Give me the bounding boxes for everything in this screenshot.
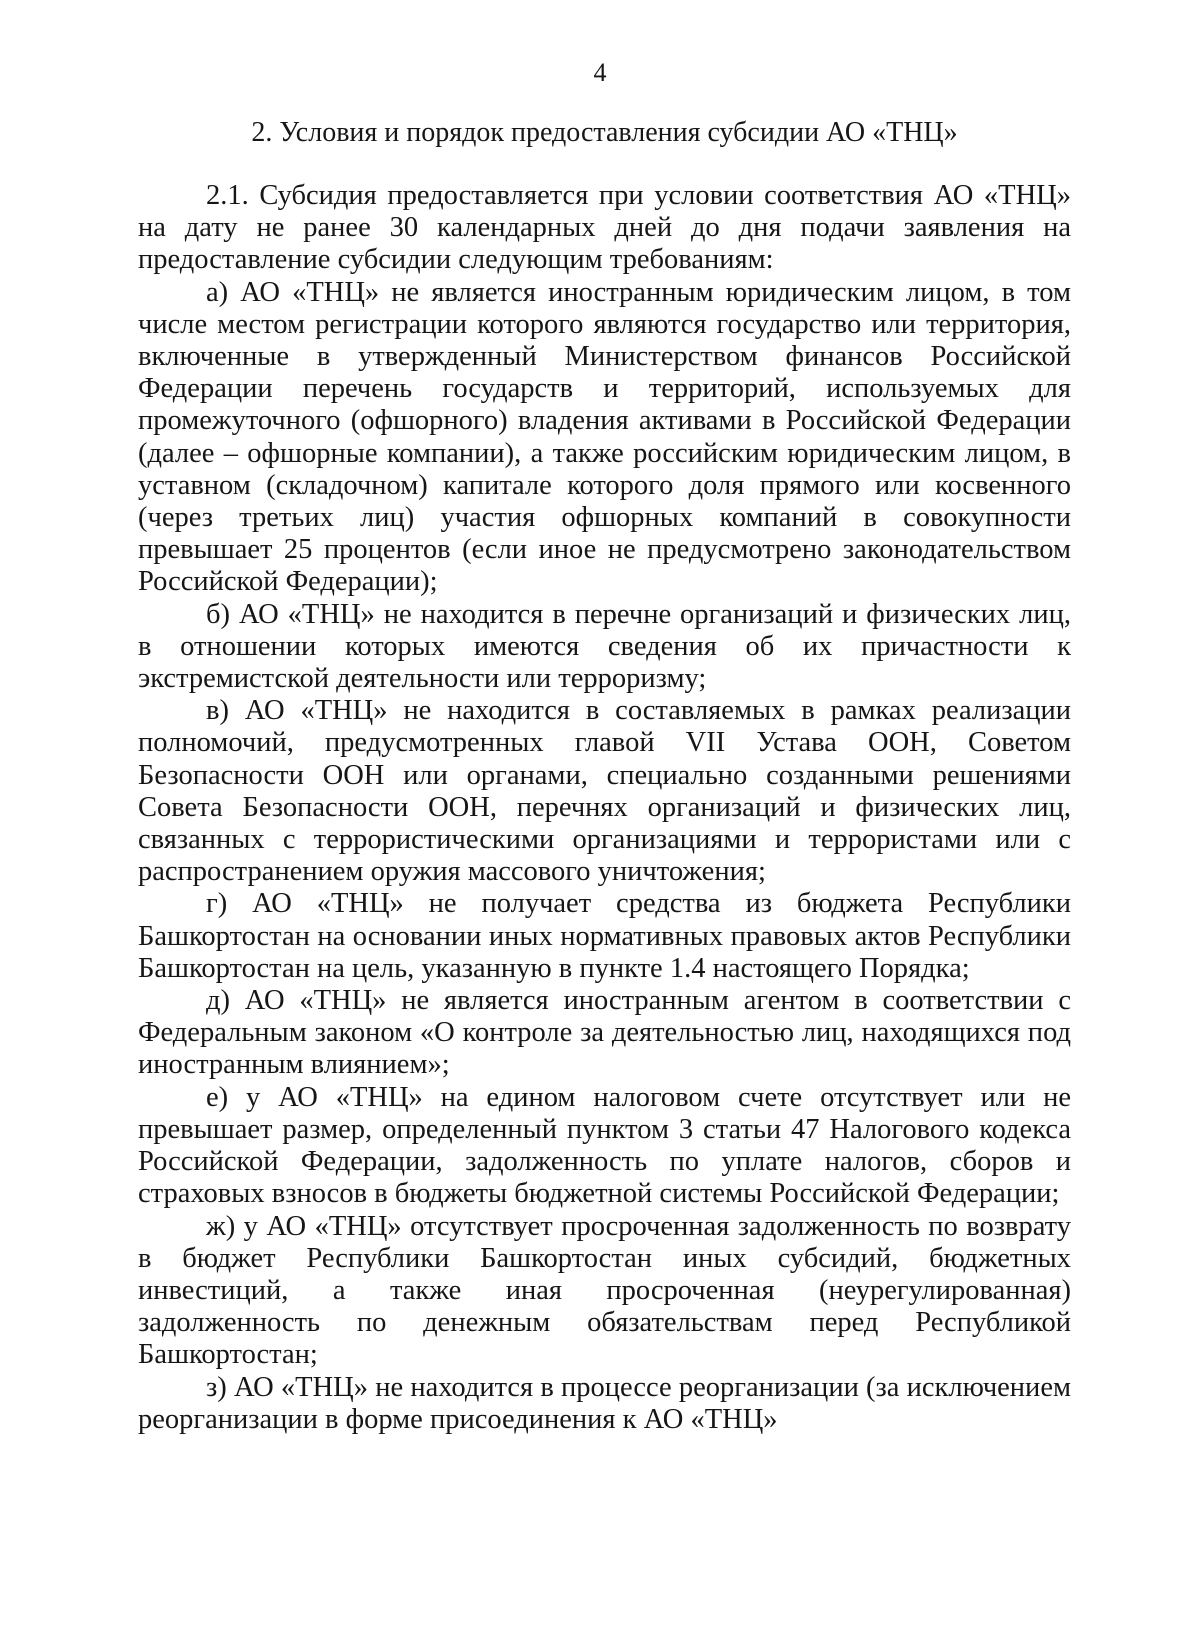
paragraph-item-b: б) АО «ТНЦ» не находится в перечне организаций и физических лиц, в отношении которых имеются сведения об их причастности к экстремистской деятельности или терроризму; [138,598,1071,695]
paragraph-2-1: 2.1. Субсидия предоставляется при условии соответствия АО «ТНЦ» на дату не ранее 30 календарных дней до дня подачи заявления на предоставление субсидии следующим требованиям: [138,180,1071,276]
paragraph-item-a: а) АО «ТНЦ» не является иностранным юридическим лицом, в том числе местом регистрации которого являются государство или территория, включенные в утвержденный Министерством финансов Российской Федерации перечень государств и территорий, используемых для промежуточного (офшорного) владения активами в Российской Федерации (далее – офшорные компании), а также российским юридическим лицом, в уставном (складочном) капитале которого доля прямого или косвенного (через третьих лиц) участия офшорных компаний в совокупности превышает 25 процентов (если иное не предусмотрено законодательством Российской Федерации); [138,276,1071,598]
paragraph-item-v: в) АО «ТНЦ» не находится в составляемых в рамках реализации полномочий, предусмотренных главой VII Устава ООН, Советом Безопасности ООН или органами, специально созданными решениями Совета Безопасности ООН, перечнях организаций и физических лиц, связанных с террористическими организациями и террористами или с распространением оружия массового уничтожения; [138,695,1071,888]
paragraph-item-e: е) у АО «ТНЦ» на едином налоговом счете отсутствует или не превышает размер, определенный пунктом 3 статьи 47 Налогового кодекса Российской Федерации, задолженность по уплате налогов, сборов и страховых взносов в бюджеты бюджетной системы Российской Федерации; [138,1081,1071,1210]
section-heading: 2. Условия и порядок предоставления субсидии АО «ТНЦ» [251,117,958,148]
paragraph-item-d: д) АО «ТНЦ» не является иностранным агентом в соответствии с Федеральным законом «О контроле за деятельностью лиц, находящихся под иностранным влиянием»; [138,985,1071,1081]
document-body [138,180,1071,1436]
paragraph-item-g: г) АО «ТНЦ» не получает средства из бюджета Республики Башкортостан на основании иных нормативных правовых актов Республики Башкортостан на цель, указанную в пункте 1.4 настоящего Порядка; [138,888,1071,984]
paragraph-item-z: з) АО «ТНЦ» не находится в процессе реорганизации (за исключением реорганизации в форме присоединения к АО «ТНЦ» [138,1371,1071,1435]
paragraph-item-zh: ж) у АО «ТНЦ» отсутствует просроченная задолженность по возврату в бюджет Республики Башкортостан иных субсидий, бюджетных инвестиций, а также иная просроченная (неурегулированная) задолженность по денежным обязательствам перед Республикой Башкортостан; [138,1210,1071,1371]
page-number: 4 [593,58,607,87]
